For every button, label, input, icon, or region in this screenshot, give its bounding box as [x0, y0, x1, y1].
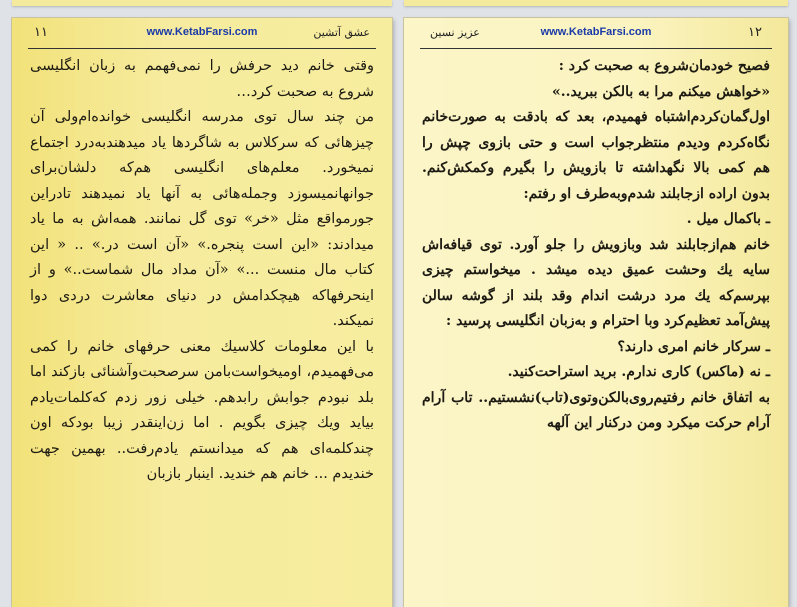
- book-title: عشق آتشین: [313, 26, 370, 39]
- book-page-right: [404, 18, 788, 607]
- paragraph: به اتفاق خانم رفتیم‌روی‌بالکن‌وتوی(تاب)نشستیم.. تاب آرام آرام حرکت میکرد ومن درکنار این آلهه: [422, 389, 770, 431]
- paragraph: فصیح خودمان‌شروع به صحبت کرد :: [558, 58, 770, 74]
- page-header: [12, 24, 392, 44]
- author-name: عزیز نسین: [430, 26, 480, 39]
- paragraph: ـ نه (ماکس) کاری ندارم. برید استراحت‌کنید.: [507, 364, 770, 380]
- website-link[interactable]: www.KetabFarsi.com: [540, 26, 652, 38]
- page-body-text: [422, 54, 770, 437]
- paragraph: «خواهش میکنم مرا به بالکن ببرید..»: [551, 83, 770, 100]
- paragraph: با این معلومات کلاسیك معنی حرفهای خانم را کمی می‌فهمیدم، اومیخواست‌بامن سرصحبت‌وآشنائی بازکند اما بلد نبودم جوابش رابدهم. خیلی زور زدم که‌کلمات‌یادم بیاید ویك چیزی بگویم . اما زن‌اینقدر زیبا بودکه اون چندکلمه‌ای هم که میدانستم یادم‌رفت.. بهمین جهت خندیدم ... خانم هم خندید. اینبار بازبان: [30, 338, 374, 482]
- book-page-left: [12, 18, 392, 607]
- page-number: ١١: [34, 25, 48, 40]
- page-number: ١٢: [748, 25, 762, 40]
- header-divider: [28, 48, 376, 49]
- paragraph: وقتی خانم دید حرفش را نمی‌فهمم به زبان انگلیسی شروع به صحبت کرد…: [30, 58, 374, 100]
- paragraph: ـ باکمال میل .: [686, 211, 770, 227]
- paragraph: ـ سرکار خانم امری دارند؟: [617, 338, 770, 355]
- page-header: [404, 24, 788, 44]
- page-body-text: [30, 54, 374, 488]
- header-divider: [420, 48, 772, 49]
- paragraph: من چند سال توی مدرسه انگلیسی خوانده‌ام‌ولی آن چیزهائی که سرکلاس به شاگردها یاد میدهندبه‌درد اجتماع نمیخورد. معلم‌های انگلیسی هم‌که دلشان‌برای جوانهانمیسوزد وجمله‌هائی به آنها یاد نمیدهند تادراین جورمواقع مثل «خر» توی گل نمانند. همه‌اش به ما یاد میدادند: «این است پنجره.» «آن است در.» .. « این کتاب مال منست ...» «آن مداد مال شماست..» و از اینحرفهاکه هیچکدامش در دنیای معاشرت دردی دوا نمیکند.: [30, 109, 374, 329]
- previous-page-edge-left: [12, 0, 392, 6]
- paragraph: اول‌گمان‌کردم‌اشتباه فهمیدم، بعد که بادقت به صورت‌خانم نگاه‌کردم ودیدم منتظرجواب است و حتی بازوی چپش را هم کمی بالا نگهداشته تا بازویش را بگیرم وکمکش‌کنم. بدون اراده ازجابلند شدم‌وبه‌طرف او رفتم:: [422, 109, 770, 202]
- paragraph: خانم هم‌ازجابلند شد وبازویش را جلو آورد. توی قیافه‌اش سایه یك وحشت عمیق دیده میشد . میخواستم چیزی بپرسم‌که یك مرد درشت اندام وقد بلند از گوشه سالن پیش‌آمد تعظیم‌کرد وبا احترام و به‌زبان انگلیسی پرسید :: [422, 236, 770, 329]
- website-link[interactable]: www.KetabFarsi.com: [146, 26, 258, 38]
- previous-page-edge-right: [404, 0, 788, 6]
